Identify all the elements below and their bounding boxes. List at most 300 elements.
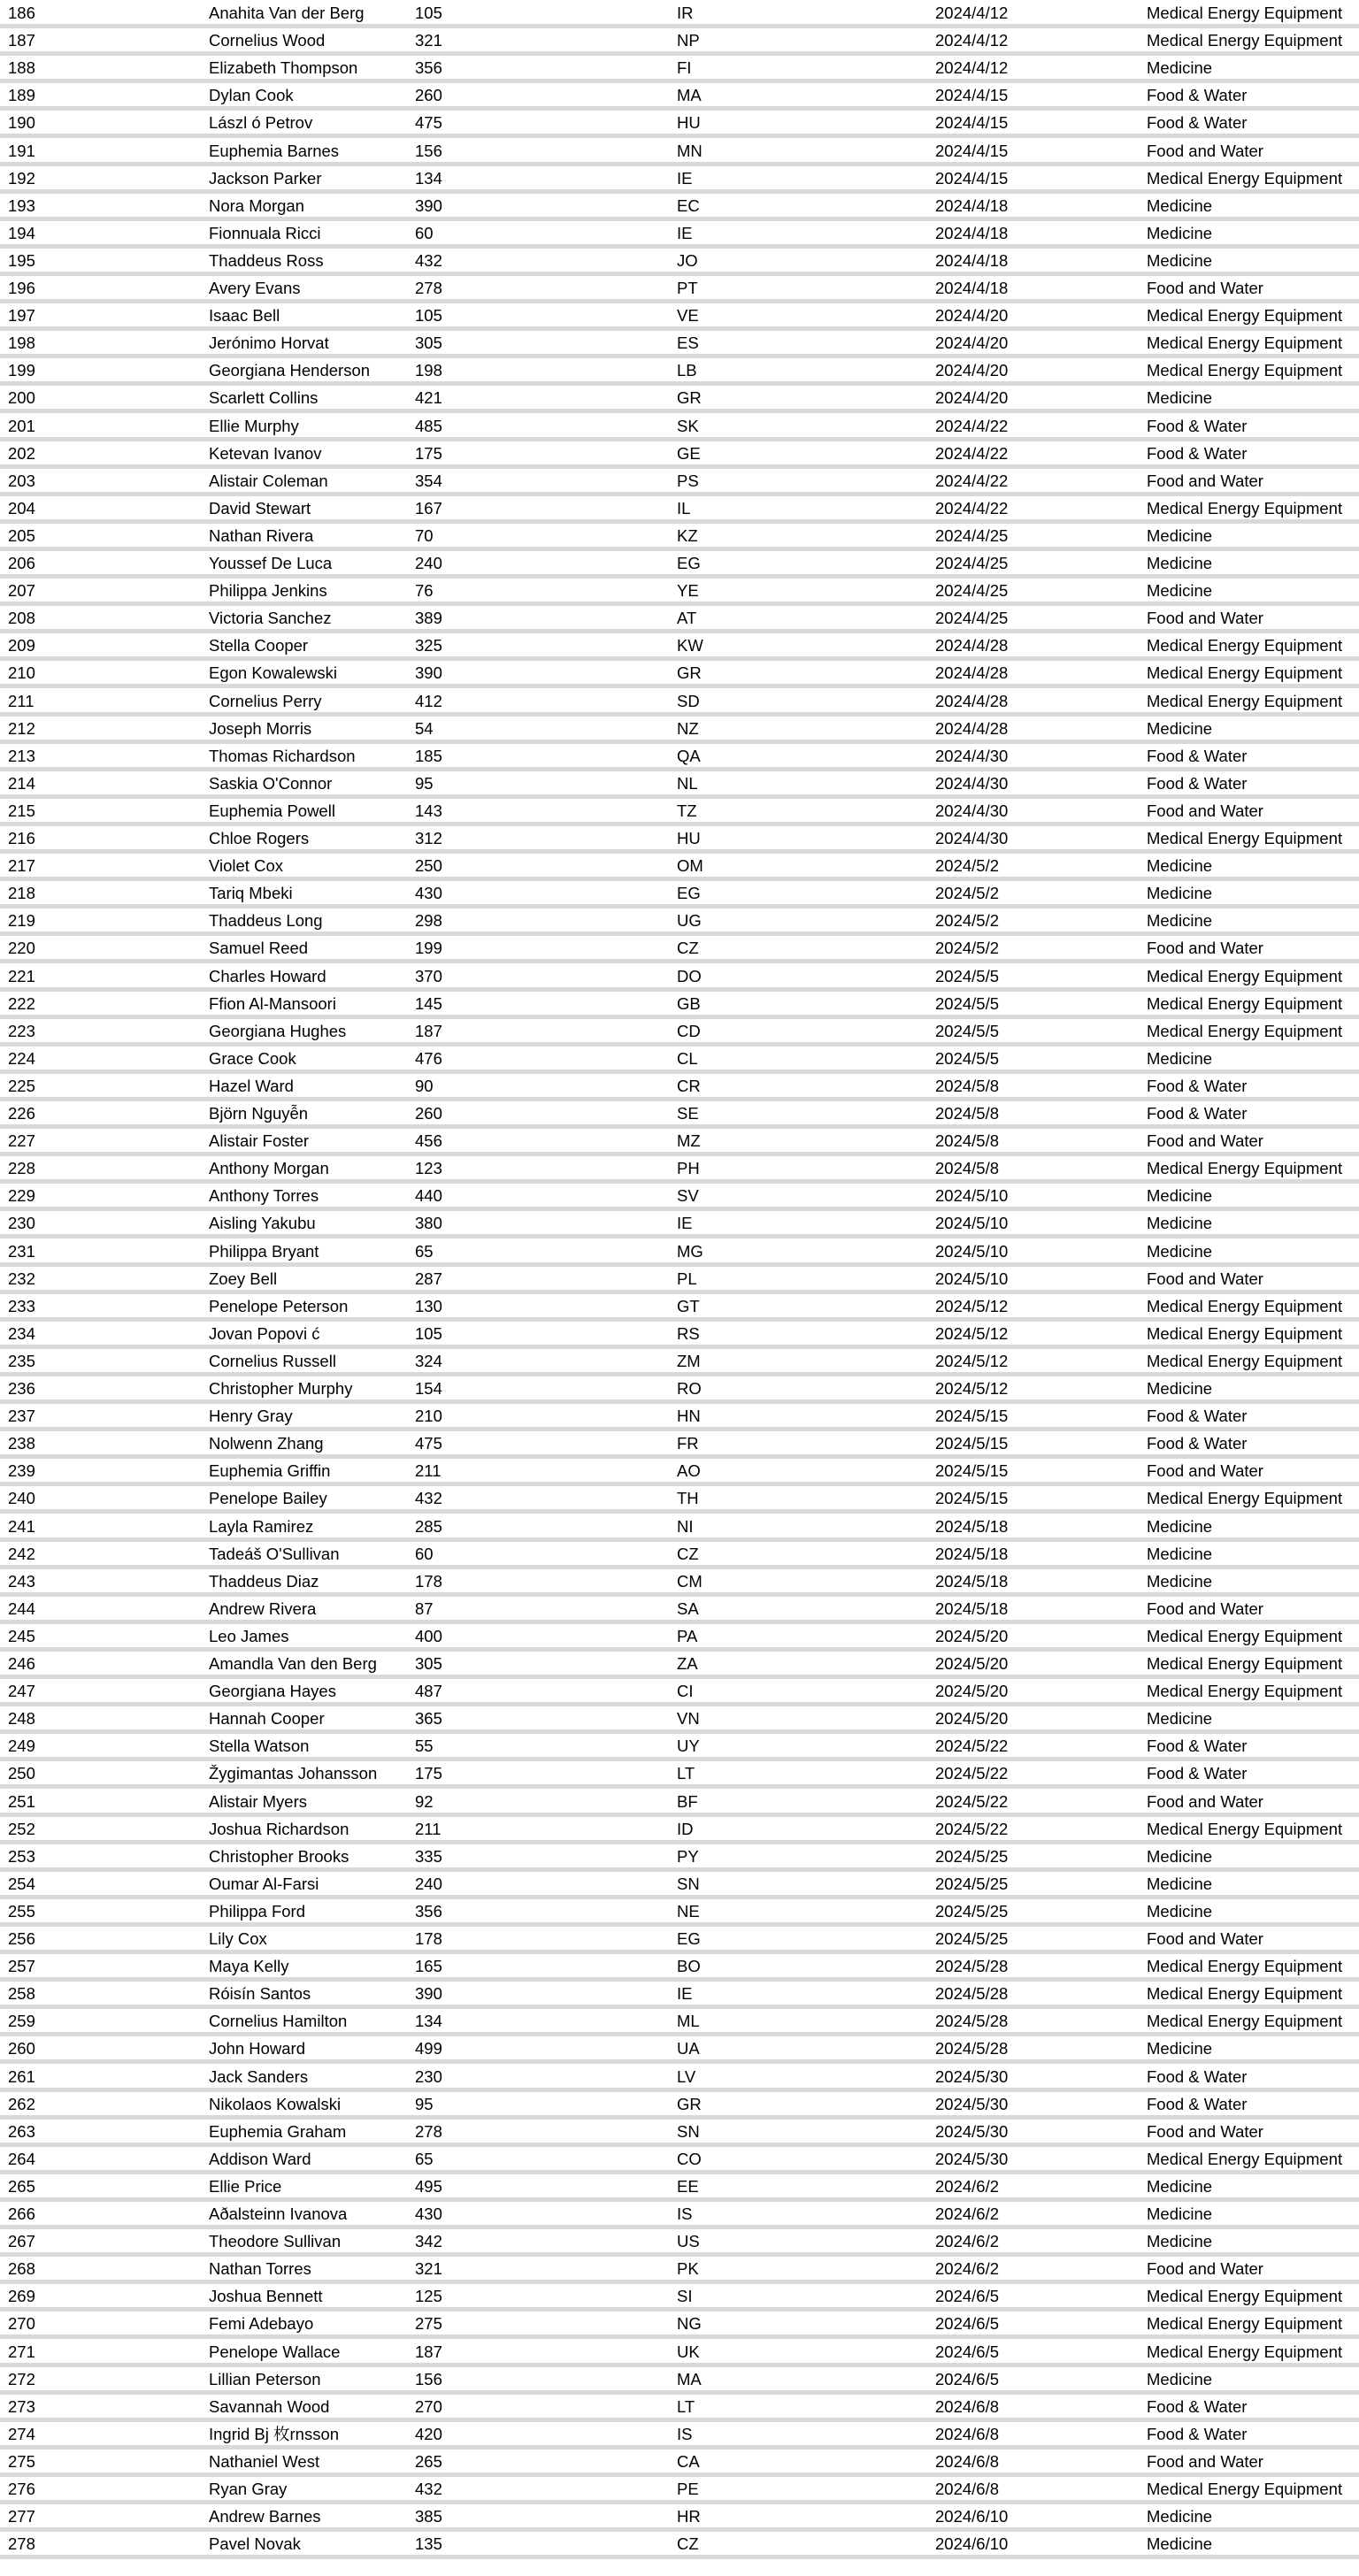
date-cell[interactable]: 2024/6/2 <box>935 2176 1000 2196</box>
country-code-cell[interactable]: TZ <box>677 801 697 820</box>
country-code-cell[interactable]: CI <box>677 1682 694 1701</box>
quantity-cell[interactable]: 278 <box>415 2121 442 2141</box>
quantity-cell[interactable]: 285 <box>415 1516 442 1536</box>
date-cell[interactable]: 2024/5/5 <box>935 966 1000 985</box>
category-cell[interactable]: Food and Water <box>1147 1929 1263 1948</box>
row-id-cell[interactable]: 215 <box>8 801 35 820</box>
name-cell[interactable]: Leo James <box>209 1626 289 1645</box>
name-cell[interactable]: Lillian Peterson <box>209 2369 321 2388</box>
quantity-cell[interactable]: 440 <box>415 1186 442 1206</box>
country-code-cell[interactable]: RO <box>677 1379 702 1398</box>
category-cell[interactable]: Food & Water <box>1147 416 1248 435</box>
country-code-cell[interactable]: VE <box>677 306 699 326</box>
category-cell[interactable]: Food & Water <box>1147 86 1248 105</box>
category-cell[interactable]: Medicine <box>1147 856 1213 876</box>
quantity-cell[interactable]: 287 <box>415 1269 442 1288</box>
country-code-cell[interactable]: RS <box>677 1323 700 1343</box>
category-cell[interactable]: Medical Energy Equipment <box>1147 1159 1343 1178</box>
category-cell[interactable]: Medical Energy Equipment <box>1147 1489 1343 1508</box>
name-cell[interactable]: Philippa Bryant <box>209 1241 319 1261</box>
quantity-cell[interactable]: 430 <box>415 2204 442 2223</box>
country-code-cell[interactable]: LB <box>677 361 697 380</box>
quantity-cell[interactable]: 87 <box>415 1598 434 1618</box>
category-cell[interactable]: Medicine <box>1147 250 1213 270</box>
date-cell[interactable]: 2024/5/25 <box>935 1846 1009 1866</box>
date-cell[interactable]: 2024/5/20 <box>935 1626 1009 1645</box>
row-id-cell[interactable]: 224 <box>8 1048 35 1068</box>
quantity-cell[interactable]: 476 <box>415 1048 442 1068</box>
quantity-cell[interactable]: 134 <box>415 2012 442 2031</box>
country-code-cell[interactable]: SK <box>677 416 699 435</box>
row-id-cell[interactable]: 241 <box>8 1516 35 1536</box>
quantity-cell[interactable]: 143 <box>415 801 442 820</box>
category-cell[interactable]: Medicine <box>1147 718 1213 738</box>
country-code-cell[interactable]: IL <box>677 498 691 518</box>
row-id-cell[interactable]: 200 <box>8 388 35 408</box>
category-cell[interactable]: Food & Water <box>1147 1764 1248 1783</box>
quantity-cell[interactable]: 60 <box>415 223 434 242</box>
row-id-cell[interactable]: 187 <box>8 31 35 50</box>
row-id-cell[interactable]: 266 <box>8 2204 35 2223</box>
name-cell[interactable]: Dylan Cook <box>209 86 294 105</box>
country-code-cell[interactable]: HU <box>677 113 701 133</box>
row-id-cell[interactable]: 269 <box>8 2287 35 2306</box>
category-cell[interactable]: Food & Water <box>1147 113 1248 133</box>
quantity-cell[interactable]: 390 <box>415 1984 442 2004</box>
category-cell[interactable]: Medicine <box>1147 1186 1213 1206</box>
name-cell[interactable]: Ketevan Ivanov <box>209 443 322 463</box>
country-code-cell[interactable]: PS <box>677 471 699 490</box>
name-cell[interactable]: Amandla Van den Berg <box>209 1654 377 1673</box>
date-cell[interactable]: 2024/5/22 <box>935 1764 1009 1783</box>
quantity-cell[interactable]: 412 <box>415 691 442 710</box>
country-code-cell[interactable]: CZ <box>677 2534 699 2554</box>
category-cell[interactable]: Medicine <box>1147 58 1213 78</box>
country-code-cell[interactable]: SN <box>677 2121 700 2141</box>
name-cell[interactable]: Björn Nguyễn <box>209 1104 309 1123</box>
date-cell[interactable]: 2024/5/2 <box>935 911 1000 931</box>
name-cell[interactable]: Anthony Torres <box>209 1186 319 1206</box>
country-code-cell[interactable]: QA <box>677 746 701 765</box>
row-id-cell[interactable]: 212 <box>8 718 35 738</box>
category-cell[interactable]: Medical Energy Equipment <box>1147 1351 1343 1370</box>
name-cell[interactable]: Euphemia Powell <box>209 801 335 820</box>
name-cell[interactable]: Georgiana Hayes <box>209 1682 336 1701</box>
country-code-cell[interactable]: NE <box>677 1901 700 1920</box>
quantity-cell[interactable]: 321 <box>415 31 442 50</box>
category-cell[interactable]: Medicine <box>1147 1048 1213 1068</box>
country-code-cell[interactable]: MA <box>677 86 702 105</box>
date-cell[interactable]: 2024/5/15 <box>935 1461 1009 1481</box>
quantity-cell[interactable]: 400 <box>415 1626 442 1645</box>
quantity-cell[interactable]: 390 <box>415 196 442 215</box>
date-cell[interactable]: 2024/5/12 <box>935 1296 1009 1315</box>
name-cell[interactable]: Cornelius Hamilton <box>209 2012 348 2031</box>
category-cell[interactable]: Food and Water <box>1147 279 1263 297</box>
row-id-cell[interactable]: 252 <box>8 1819 35 1838</box>
country-code-cell[interactable]: NG <box>677 2314 702 2334</box>
category-cell[interactable]: Medicine <box>1147 581 1213 601</box>
date-cell[interactable]: 2024/4/28 <box>935 663 1009 683</box>
row-id-cell[interactable]: 234 <box>8 1323 35 1343</box>
date-cell[interactable]: 2024/6/5 <box>935 2314 1000 2334</box>
category-cell[interactable]: Food and Water <box>1147 1791 1263 1811</box>
name-cell[interactable]: Philippa Jenkins <box>209 581 327 601</box>
category-cell[interactable]: Medicine <box>1147 1874 1213 1893</box>
country-code-cell[interactable]: AT <box>677 609 697 628</box>
date-cell[interactable]: 2024/5/20 <box>935 1709 1009 1729</box>
row-id-cell[interactable]: 186 <box>8 4 35 22</box>
date-cell[interactable]: 2024/5/10 <box>935 1214 1009 1233</box>
category-cell[interactable]: Food & Water <box>1147 2066 1248 2086</box>
date-cell[interactable]: 2024/5/10 <box>935 1269 1009 1288</box>
country-code-cell[interactable]: OM <box>677 856 703 876</box>
category-cell[interactable]: Medicine <box>1147 2507 1213 2526</box>
row-id-cell[interactable]: 205 <box>8 525 35 545</box>
category-cell[interactable]: Medicine <box>1147 884 1213 903</box>
name-cell[interactable]: Nathaniel West <box>209 2451 320 2471</box>
quantity-cell[interactable]: 390 <box>415 663 442 683</box>
row-id-cell[interactable]: 264 <box>8 2149 35 2168</box>
date-cell[interactable]: 2024/4/20 <box>935 388 1009 408</box>
country-code-cell[interactable]: EG <box>677 554 701 572</box>
country-code-cell[interactable]: CD <box>677 1021 701 1040</box>
country-code-cell[interactable]: GT <box>677 1296 700 1315</box>
category-cell[interactable]: Medicine <box>1147 196 1213 215</box>
date-cell[interactable]: 2024/6/5 <box>935 2342 1000 2361</box>
date-cell[interactable]: 2024/5/18 <box>935 1516 1009 1536</box>
date-cell[interactable]: 2024/4/22 <box>935 471 1009 490</box>
date-cell[interactable]: 2024/4/25 <box>935 581 1009 601</box>
country-code-cell[interactable]: HU <box>677 829 701 847</box>
row-id-cell[interactable]: 206 <box>8 554 35 572</box>
row-id-cell[interactable]: 220 <box>8 939 35 958</box>
country-code-cell[interactable]: GE <box>677 443 701 463</box>
date-cell[interactable]: 2024/4/28 <box>935 636 1009 656</box>
quantity-cell[interactable]: 76 <box>415 581 434 601</box>
quantity-cell[interactable]: 475 <box>415 1434 442 1453</box>
name-cell[interactable]: Thaddeus Diaz <box>209 1571 319 1591</box>
country-code-cell[interactable]: LV <box>677 2066 696 2086</box>
date-cell[interactable]: 2024/5/2 <box>935 939 1000 958</box>
category-cell[interactable]: Medical Energy Equipment <box>1147 829 1343 847</box>
date-cell[interactable]: 2024/4/18 <box>935 279 1009 297</box>
name-cell[interactable]: Ffion Al-Mansoori <box>209 993 336 1013</box>
category-cell[interactable]: Medicine <box>1147 388 1213 408</box>
row-id-cell[interactable]: 256 <box>8 1929 35 1948</box>
country-code-cell[interactable]: ZM <box>677 1351 701 1370</box>
category-cell[interactable]: Food and Water <box>1147 2451 1263 2471</box>
date-cell[interactable]: 2024/5/25 <box>935 1929 1009 1948</box>
category-cell[interactable]: Food and Water <box>1147 471 1263 490</box>
quantity-cell[interactable]: 278 <box>415 279 442 297</box>
quantity-cell[interactable]: 430 <box>415 884 442 903</box>
row-id-cell[interactable]: 272 <box>8 2369 35 2388</box>
row-id-cell[interactable]: 193 <box>8 196 35 215</box>
name-cell[interactable]: Anahita Van der Berg <box>209 4 365 22</box>
category-cell[interactable]: Food & Water <box>1147 2094 1248 2113</box>
country-code-cell[interactable]: PY <box>677 1846 699 1866</box>
category-cell[interactable]: Medical Energy Equipment <box>1147 168 1343 188</box>
name-cell[interactable]: Joseph Morris <box>209 718 312 738</box>
quantity-cell[interactable]: 178 <box>415 1571 442 1591</box>
row-id-cell[interactable]: 261 <box>8 2066 35 2086</box>
name-cell[interactable]: Alistair Coleman <box>209 471 328 490</box>
country-code-cell[interactable]: UY <box>677 1736 700 1756</box>
date-cell[interactable]: 2024/4/22 <box>935 416 1009 435</box>
date-cell[interactable]: 2024/4/20 <box>935 361 1009 380</box>
category-cell[interactable]: Medicine <box>1147 1214 1213 1233</box>
name-cell[interactable]: Joshua Bennett <box>209 2287 323 2306</box>
date-cell[interactable]: 2024/5/5 <box>935 993 1000 1013</box>
row-id-cell[interactable]: 226 <box>8 1104 35 1123</box>
category-cell[interactable]: Medical Energy Equipment <box>1147 1654 1343 1673</box>
quantity-cell[interactable]: 54 <box>415 718 434 738</box>
row-id-cell[interactable]: 201 <box>8 416 35 435</box>
quantity-cell[interactable]: 487 <box>415 1682 442 1701</box>
row-id-cell[interactable]: 195 <box>8 250 35 270</box>
category-cell[interactable]: Medicine <box>1147 1379 1213 1398</box>
date-cell[interactable]: 2024/5/5 <box>935 1048 1000 1068</box>
quantity-cell[interactable]: 55 <box>415 1736 434 1756</box>
row-id-cell[interactable]: 268 <box>8 2259 35 2279</box>
country-code-cell[interactable]: ID <box>677 1819 694 1838</box>
date-cell[interactable]: 2024/5/2 <box>935 884 1000 903</box>
name-cell[interactable]: Hannah Cooper <box>209 1709 325 1729</box>
name-cell[interactable]: Andrew Rivera <box>209 1598 317 1618</box>
quantity-cell[interactable]: 135 <box>415 2534 442 2554</box>
row-id-cell[interactable]: 274 <box>8 2424 35 2443</box>
country-code-cell[interactable]: JO <box>677 250 698 270</box>
row-id-cell[interactable]: 222 <box>8 993 35 1013</box>
country-code-cell[interactable]: MG <box>677 1241 703 1261</box>
name-cell[interactable]: Cornelius Russell <box>209 1351 336 1370</box>
row-id-cell[interactable]: 233 <box>8 1296 35 1315</box>
country-code-cell[interactable]: HN <box>677 1407 701 1426</box>
category-cell[interactable]: Medicine <box>1147 223 1213 242</box>
date-cell[interactable]: 2024/5/8 <box>935 1076 1000 1095</box>
name-cell[interactable]: Alistair Myers <box>209 1791 308 1811</box>
date-cell[interactable]: 2024/4/22 <box>935 443 1009 463</box>
category-cell[interactable]: Medical Energy Equipment <box>1147 334 1343 353</box>
quantity-cell[interactable]: 70 <box>415 525 434 545</box>
country-code-cell[interactable]: GB <box>677 993 701 1013</box>
country-code-cell[interactable]: CZ <box>677 1544 699 1563</box>
quantity-cell[interactable]: 92 <box>415 1791 434 1811</box>
quantity-cell[interactable]: 432 <box>415 2480 442 2498</box>
row-id-cell[interactable]: 236 <box>8 1379 35 1398</box>
row-id-cell[interactable]: 239 <box>8 1461 35 1481</box>
country-code-cell[interactable]: HR <box>677 2507 701 2526</box>
row-id-cell[interactable]: 245 <box>8 1626 35 1645</box>
category-cell[interactable]: Medical Energy Equipment <box>1147 2012 1343 2031</box>
quantity-cell[interactable]: 105 <box>415 306 442 326</box>
category-cell[interactable]: Medical Energy Equipment <box>1147 1296 1343 1315</box>
name-cell[interactable]: Grace Cook <box>209 1048 296 1068</box>
country-code-cell[interactable]: MA <box>677 2369 702 2388</box>
row-id-cell[interactable]: 251 <box>8 1791 35 1811</box>
date-cell[interactable]: 2024/4/12 <box>935 58 1009 78</box>
country-code-cell[interactable]: VN <box>677 1709 700 1729</box>
country-code-cell[interactable]: ES <box>677 334 699 353</box>
row-id-cell[interactable]: 203 <box>8 471 35 490</box>
country-code-cell[interactable]: SE <box>677 1104 699 1123</box>
category-cell[interactable]: Food and Water <box>1147 801 1263 820</box>
country-code-cell[interactable]: PK <box>677 2259 699 2279</box>
name-cell[interactable]: Henry Gray <box>209 1407 293 1426</box>
date-cell[interactable]: 2024/6/8 <box>935 2396 1000 2416</box>
quantity-cell[interactable]: 178 <box>415 1929 442 1948</box>
date-cell[interactable]: 2024/5/28 <box>935 2012 1009 2031</box>
name-cell[interactable]: Cornelius Perry <box>209 691 322 710</box>
row-id-cell[interactable]: 267 <box>8 2232 35 2251</box>
category-cell[interactable]: Medical Energy Equipment <box>1147 306 1343 326</box>
name-cell[interactable]: Ingrid Bj 枚rnsson <box>209 2424 340 2443</box>
quantity-cell[interactable]: 380 <box>415 1214 442 1233</box>
quantity-cell[interactable]: 187 <box>415 1021 442 1040</box>
name-cell[interactable]: Nora Morgan <box>209 196 304 215</box>
date-cell[interactable]: 2024/4/20 <box>935 306 1009 326</box>
category-cell[interactable]: Food & Water <box>1147 1104 1248 1123</box>
row-id-cell[interactable]: 232 <box>8 1269 35 1288</box>
country-code-cell[interactable]: PH <box>677 1159 700 1178</box>
category-cell[interactable]: Medical Energy Equipment <box>1147 2480 1343 2498</box>
category-cell[interactable]: Medical Energy Equipment <box>1147 1626 1343 1645</box>
date-cell[interactable]: 2024/5/15 <box>935 1489 1009 1508</box>
row-id-cell[interactable]: 273 <box>8 2396 35 2416</box>
row-id-cell[interactable]: 202 <box>8 443 35 463</box>
country-code-cell[interactable]: LT <box>677 1764 695 1783</box>
row-id-cell[interactable]: 198 <box>8 334 35 353</box>
category-cell[interactable]: Medical Energy Equipment <box>1147 1957 1343 1976</box>
country-code-cell[interactable]: CL <box>677 1048 698 1068</box>
country-code-cell[interactable]: MZ <box>677 1131 701 1151</box>
name-cell[interactable]: Andrew Barnes <box>209 2507 321 2526</box>
date-cell[interactable]: 2024/4/15 <box>935 86 1009 105</box>
row-id-cell[interactable]: 242 <box>8 1544 35 1563</box>
name-cell[interactable]: Róisín Santos <box>209 1984 311 2004</box>
country-code-cell[interactable]: ZA <box>677 1654 698 1673</box>
row-id-cell[interactable]: 227 <box>8 1131 35 1151</box>
name-cell[interactable]: Stella Watson <box>209 1736 310 1756</box>
country-code-cell[interactable]: US <box>677 2232 700 2251</box>
name-cell[interactable]: Nathan Torres <box>209 2259 311 2279</box>
name-cell[interactable]: Euphemia Griffin <box>209 1461 331 1481</box>
row-id-cell[interactable]: 213 <box>8 746 35 765</box>
date-cell[interactable]: 2024/6/10 <box>935 2507 1009 2526</box>
country-code-cell[interactable]: YE <box>677 581 699 601</box>
quantity-cell[interactable]: 65 <box>415 2149 434 2168</box>
date-cell[interactable]: 2024/5/12 <box>935 1379 1009 1398</box>
row-id-cell[interactable]: 207 <box>8 581 35 601</box>
quantity-cell[interactable]: 356 <box>415 1901 442 1920</box>
name-cell[interactable]: Penelope Wallace <box>209 2342 341 2361</box>
category-cell[interactable]: Medical Energy Equipment <box>1147 361 1343 380</box>
row-id-cell[interactable]: 218 <box>8 884 35 903</box>
name-cell[interactable]: Jovan Popovi ć <box>209 1323 320 1343</box>
date-cell[interactable]: 2024/5/22 <box>935 1736 1009 1756</box>
quantity-cell[interactable]: 145 <box>415 993 442 1013</box>
category-cell[interactable]: Medicine <box>1147 2176 1213 2196</box>
name-cell[interactable]: Maya Kelly <box>209 1957 289 1976</box>
row-id-cell[interactable]: 277 <box>8 2507 35 2526</box>
category-cell[interactable]: Medical Energy Equipment <box>1147 31 1343 50</box>
name-cell[interactable]: Elizabeth Thompson <box>209 58 358 78</box>
name-cell[interactable]: Anthony Morgan <box>209 1159 329 1178</box>
country-code-cell[interactable]: UA <box>677 2039 700 2058</box>
name-cell[interactable]: Euphemia Barnes <box>209 141 340 160</box>
category-cell[interactable]: Medicine <box>1147 2232 1213 2251</box>
quantity-cell[interactable]: 298 <box>415 911 442 931</box>
row-id-cell[interactable]: 194 <box>8 223 35 242</box>
name-cell[interactable]: Avery Evans <box>209 279 301 297</box>
category-cell[interactable]: Medicine <box>1147 2039 1213 2058</box>
name-cell[interactable]: Thomas Richardson <box>209 746 356 765</box>
row-id-cell[interactable]: 230 <box>8 1214 35 1233</box>
country-code-cell[interactable]: TH <box>677 1489 699 1508</box>
date-cell[interactable]: 2024/4/30 <box>935 746 1009 765</box>
row-id-cell[interactable]: 259 <box>8 2012 35 2031</box>
quantity-cell[interactable]: 305 <box>415 1654 442 1673</box>
date-cell[interactable]: 2024/4/20 <box>935 334 1009 353</box>
quantity-cell[interactable]: 270 <box>415 2396 442 2416</box>
row-id-cell[interactable]: 214 <box>8 773 35 793</box>
date-cell[interactable]: 2024/4/25 <box>935 554 1009 572</box>
country-code-cell[interactable]: KZ <box>677 525 698 545</box>
category-cell[interactable]: Medicine <box>1147 2369 1213 2388</box>
category-cell[interactable]: Medical Energy Equipment <box>1147 1984 1343 2004</box>
quantity-cell[interactable]: 420 <box>415 2424 442 2443</box>
quantity-cell[interactable]: 230 <box>415 2066 442 2086</box>
name-cell[interactable]: Alistair Foster <box>209 1131 310 1151</box>
name-cell[interactable]: Nolwenn Zhang <box>209 1434 324 1453</box>
name-cell[interactable]: Violet Cox <box>209 856 283 876</box>
row-id-cell[interactable]: 263 <box>8 2121 35 2141</box>
name-cell[interactable]: John Howard <box>209 2039 306 2058</box>
quantity-cell[interactable]: 165 <box>415 1957 442 1976</box>
date-cell[interactable]: 2024/6/8 <box>935 2480 1000 2498</box>
date-cell[interactable]: 2024/6/2 <box>935 2259 1000 2279</box>
quantity-cell[interactable]: 175 <box>415 443 442 463</box>
date-cell[interactable]: 2024/4/28 <box>935 718 1009 738</box>
quantity-cell[interactable]: 154 <box>415 1379 442 1398</box>
date-cell[interactable]: 2024/5/12 <box>935 1351 1009 1370</box>
name-cell[interactable]: Charles Howard <box>209 966 326 985</box>
row-id-cell[interactable]: 243 <box>8 1571 35 1591</box>
name-cell[interactable]: David Stewart <box>209 498 311 518</box>
category-cell[interactable]: Food & Water <box>1147 1407 1248 1426</box>
row-id-cell[interactable]: 197 <box>8 306 35 326</box>
category-cell[interactable]: Food & Water <box>1147 443 1248 463</box>
row-id-cell[interactable]: 247 <box>8 1682 35 1701</box>
country-code-cell[interactable]: IS <box>677 2424 693 2443</box>
name-cell[interactable]: Aisling Yakubu <box>209 1214 316 1233</box>
category-cell[interactable]: Medicine <box>1147 1516 1213 1536</box>
row-id-cell[interactable]: 231 <box>8 1241 35 1261</box>
category-cell[interactable]: Food and Water <box>1147 141 1263 160</box>
category-cell[interactable]: Medicine <box>1147 2534 1213 2554</box>
quantity-cell[interactable]: 199 <box>415 939 442 958</box>
name-cell[interactable]: Isaac Bell <box>209 306 280 326</box>
country-code-cell[interactable]: SD <box>677 691 700 710</box>
quantity-cell[interactable]: 342 <box>415 2232 442 2251</box>
category-cell[interactable]: Food and Water <box>1147 609 1263 628</box>
name-cell[interactable]: Christopher Brooks <box>209 1846 349 1866</box>
row-id-cell[interactable]: 189 <box>8 86 35 105</box>
date-cell[interactable]: 2024/5/15 <box>935 1407 1009 1426</box>
quantity-cell[interactable]: 211 <box>415 1461 441 1481</box>
name-cell[interactable]: Youssef De Luca <box>209 554 333 572</box>
